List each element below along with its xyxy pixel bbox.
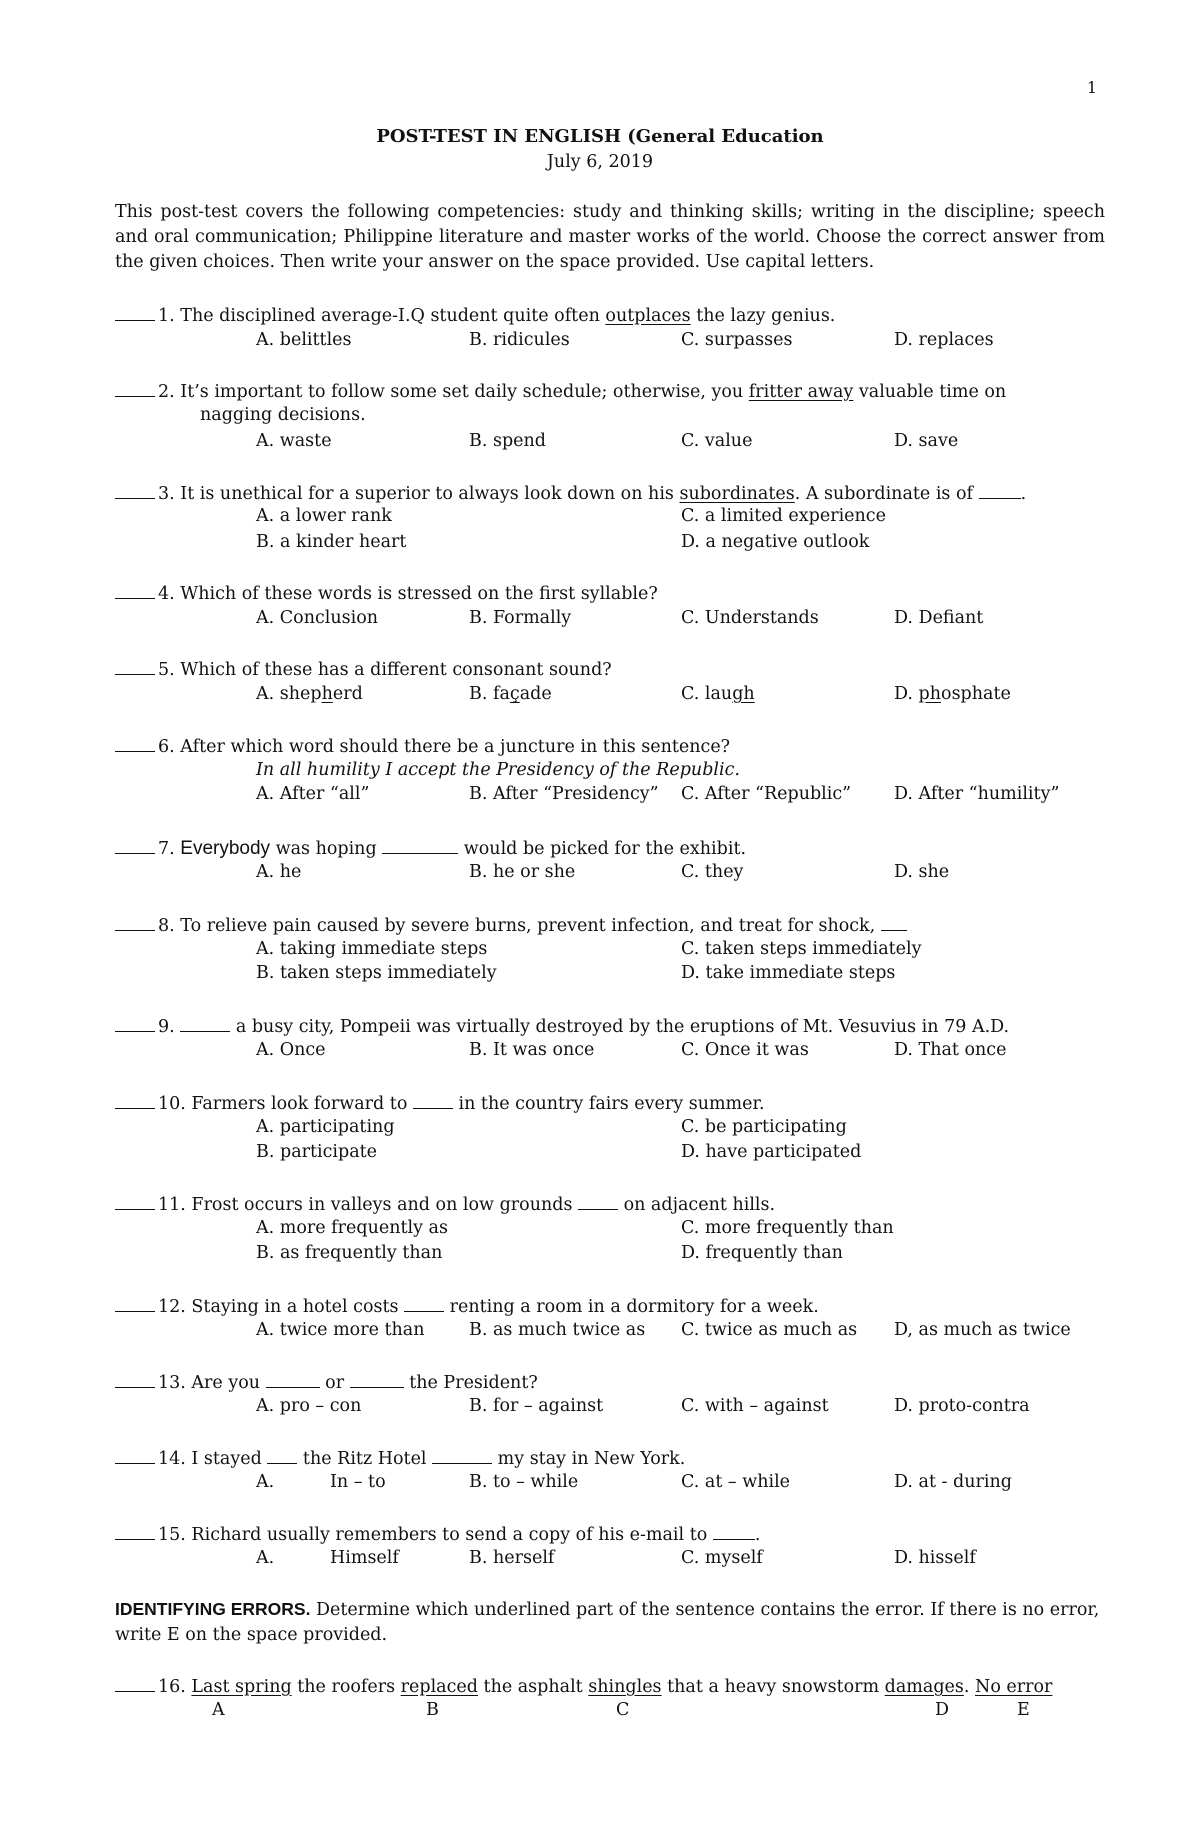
choice-b: B. ridicules [469,330,570,350]
error-label-d: D [935,1700,950,1720]
error-label-a: A [212,1700,225,1720]
choice-d: D. After “humility” [894,784,1060,804]
answer-blank[interactable] [115,382,155,397]
choice-c: C. at – while [681,1472,791,1492]
choice-c: C. surpasses [681,330,793,350]
choice-a: A. shepherd [256,684,363,704]
choice-d: D. at - during [894,1472,1012,1492]
choice-d: D. Defiant [894,608,984,628]
choice-d: D. proto-contra [894,1396,1030,1416]
question-12: 12. Staying in a hotel costs renting a room in a dormitory for a week. [115,1297,819,1317]
choice-a: A. pro – con [256,1396,362,1416]
answer-blank[interactable] [115,1677,155,1692]
choice-c: C. myself [681,1548,763,1568]
answer-blank[interactable] [115,1373,155,1388]
question-10: 10. Farmers look forward to in the country fairs every summer. [115,1094,765,1114]
answer-blank[interactable] [115,1297,155,1312]
question-15: 15. Richard usually remembers to send a copy of his e-mail to . [115,1525,760,1545]
choice-c: C. twice as much as [681,1320,858,1340]
example-sentence: In all humility I accept the Presidency of the Republic. [256,760,740,780]
choice-b: B. as frequently than [256,1243,443,1263]
section-header: IDENTIFYING ERRORS. [115,1599,311,1619]
question-6: 6. After which word should there be a juncture in this sentence? [115,737,730,757]
choice-a: A. waste [256,431,332,451]
choice-a-letter: A. [256,1472,275,1492]
choice-c: C. more frequently than [681,1218,894,1238]
choice-a: A. twice more than [256,1320,425,1340]
choice-a: A. After “all” [256,784,370,804]
answer-blank[interactable] [115,660,155,675]
question-1: 1. The disciplined average-I.Q student quite often outplaces the lazy genius. [115,306,835,326]
answer-blank[interactable] [115,306,155,321]
choice-c: C. a limited experience [681,506,886,526]
choice-a: A. a lower rank [256,506,392,526]
test-date: July 6, 2019 [546,152,654,172]
choice-b: B. participate [256,1142,378,1162]
choice-b: B. herself [469,1548,555,1568]
error-label-e: E [1017,1700,1030,1720]
question-13: 13. Are you or the President? [115,1373,538,1393]
question-2: 2. It’s important to follow some set daily schedule; otherwise, you fritter away valuable time on [115,382,1006,402]
question-2-continuation: nagging decisions. [200,405,366,425]
choice-a: Himself [330,1548,399,1568]
choice-d: D, as much as twice [894,1320,1071,1340]
choice-d: D. have participated [681,1142,862,1162]
question-14: 14. I stayed the Ritz Hotel my stay in New York. [115,1449,685,1469]
choice-d: D. replaces [894,330,994,350]
choice-c: C. Understands [681,608,819,628]
choice-c: C. they [681,862,744,882]
choice-c: C. taken steps immediately [681,939,922,959]
choice-d: D. take immediate steps [681,963,896,983]
answer-blank[interactable] [115,1525,155,1540]
choice-b: B. façade [469,684,552,704]
answer-blank[interactable] [115,916,155,931]
answer-blank[interactable] [115,1017,155,1032]
choice-c: C. After “Republic” [681,784,852,804]
error-label-b: B [426,1700,439,1720]
section-instructions: Determine which underlined part of the sentence contains the error. If there is no error, write E on the space provided. [115,1600,1100,1645]
answer-blank[interactable] [115,839,155,854]
page-title: POST-TEST IN ENGLISH (General Education [376,126,824,147]
choice-b: B. to – while [469,1472,579,1492]
choice-a: In – to [330,1472,386,1492]
question-4: 4. Which of these words is stressed on the first syllable? [115,584,658,604]
section-identifying-errors [115,1597,1105,1648]
choice-c: C. value [681,431,753,451]
answer-blank[interactable] [115,1195,155,1210]
answer-blank[interactable] [115,584,155,599]
choice-c: C. be participating [681,1117,847,1137]
choice-b: B. It was once [469,1040,595,1060]
question-11: 11. Frost occurs in valleys and on low grounds on adjacent hills. [115,1195,775,1215]
choice-b: B. taken steps immediately [256,963,497,983]
choice-d: D. a negative outlook [681,532,870,552]
choice-b: B. he or she [469,862,576,882]
choice-d: D. That once [894,1040,1007,1060]
question-3: 3. It is unethical for a superior to always look down on his subordinates. A subordinate is of . [115,484,1026,504]
choice-a: A. participating [256,1117,395,1137]
choice-c: C. laugh [681,684,755,704]
choice-d: D. hisself [894,1548,976,1568]
choice-a-letter: A. [256,1548,275,1568]
choice-d: D. phosphate [894,684,1011,704]
choice-b: B. spend [469,431,546,451]
choice-a: A. taking immediate steps [256,939,488,959]
choice-a: A. Once [256,1040,326,1060]
choice-a: A. Conclusion [256,608,379,628]
choice-a: A. more frequently as [256,1218,448,1238]
page-number: 1 [1086,78,1097,97]
answer-blank[interactable] [115,737,155,752]
choice-a: A. he [256,862,302,882]
question-8: 8. To relieve pain caused by severe burns, prevent infection, and treat for shock, [115,916,907,936]
question-16: 16. Last spring the roofers replaced the asphalt shingles that a heavy snowstorm damages. No error [115,1677,1052,1697]
question-5: 5. Which of these has a different consonant sound? [115,660,612,680]
instructions: This post-test covers the following competencies: study and thinking skills; writing in the discipline; speech and oral communication; Philippine literature and master works of the world. Choose the correct answer from the given choices. Then write your answer on the space provided. Use capital letters. [115,202,1105,272]
choice-c: C. Once it was [681,1040,809,1060]
error-label-c: C [616,1700,630,1720]
choice-d: D. save [894,431,959,451]
choice-d: D. she [894,862,950,882]
choice-d: D. frequently than [681,1243,843,1263]
answer-blank[interactable] [115,1449,155,1464]
choice-b: B. as much twice as [469,1320,646,1340]
choice-b: B. for – against [469,1396,604,1416]
question-9: 9. a busy city, Pompeii was virtually destroyed by the eruptions of Mt. Vesuvius in 79 A.D. [115,1017,1009,1037]
choice-b: B. After “Presidency” [469,784,659,804]
choice-c: C. with – against [681,1396,829,1416]
answer-blank[interactable] [115,484,155,499]
choice-a: A. belittles [256,330,352,350]
answer-blank[interactable] [115,1094,155,1109]
choice-b: B. a kinder heart [256,532,407,552]
choice-b: B. Formally [469,608,572,628]
question-7: 7. Everybody was hoping would be picked for the exhibit. [115,839,746,859]
